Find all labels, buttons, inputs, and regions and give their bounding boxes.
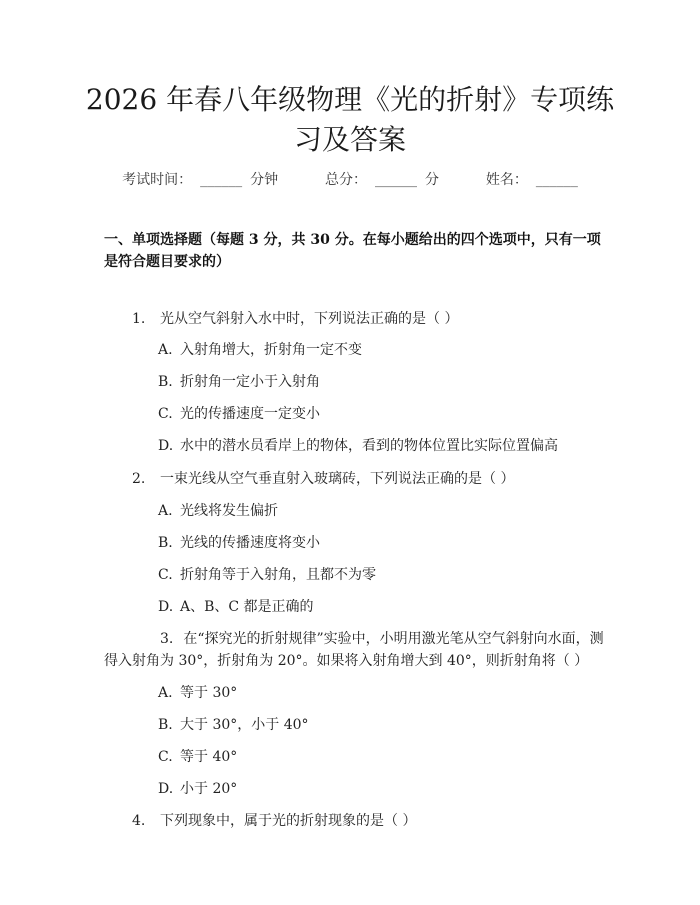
option-text: 光线将发生偏折 (180, 503, 278, 519)
score-blank: ______ (375, 172, 417, 188)
option-letter: C. (158, 749, 173, 765)
option-letter: D. (158, 599, 174, 615)
question-1 (104, 308, 604, 330)
question-2-option-d (158, 597, 608, 617)
option-text: 水中的潜水员看岸上的物体，看到的物体位置比实际位置偏高 (180, 438, 558, 454)
option-text: 光线的传播速度将变小 (180, 535, 320, 551)
time-label: 考试时间： (122, 172, 193, 188)
option-text: 大于 30°，小于 40° (180, 717, 309, 733)
option-text: 光的传播速度一定变小 (180, 406, 320, 422)
question-2-option-c (158, 565, 608, 585)
question-text: 光从空气斜射入水中时，下列说法正确的是（ ） (160, 311, 459, 327)
score-unit: 分 (425, 172, 439, 188)
score-label: 总分： (325, 172, 367, 188)
question-4 (104, 810, 604, 832)
question-text: 一束光线从空气垂直射入玻璃砖，下列说法正确的是（ ） (160, 471, 515, 487)
option-text: 折射角一定小于入射角 (180, 374, 320, 390)
question-number: 1. (132, 311, 146, 327)
option-letter: D. (158, 781, 174, 797)
question-number: 2. (132, 471, 146, 487)
question-1-option-d (158, 436, 608, 456)
name-label: 姓名： (485, 172, 528, 188)
question-3-option-a (158, 683, 608, 703)
option-letter: A. (158, 503, 173, 519)
question-text: 在“探究光的折射规律”实验中，小明用激光笔从空气斜射向水面，测得入射角为 30°，折射角为 20°。如果将入射角增大到 40°，则折射角将（ ） (104, 631, 604, 669)
section-heading: 一、单项选择题（每题 3 分，共 30 分。在每小题给出的四个选项中，只有一项是符合题目要求的） (104, 232, 601, 270)
question-2-option-b (158, 533, 608, 553)
option-text: A、B、C 都是正确的 (180, 599, 314, 615)
exam-info-line (0, 169, 700, 189)
document-title: 2026 年春八年级物理《光的折射》专项练习及答案 (85, 83, 615, 156)
question-1-option-b (158, 372, 608, 392)
option-letter: A. (158, 685, 173, 701)
option-letter: A. (158, 342, 173, 358)
question-text: 下列现象中，属于光的折射现象的是（ ） (160, 813, 417, 829)
question-1-option-c (158, 404, 608, 424)
question-3-option-b (158, 715, 608, 735)
question-1-option-a (158, 340, 608, 360)
question-3 (104, 628, 604, 672)
question-3-option-c (158, 747, 608, 767)
option-letter: B. (158, 535, 173, 551)
question-2 (104, 468, 604, 490)
time-unit: 分钟 (250, 172, 279, 188)
question-number: 4. (132, 813, 146, 829)
option-letter: C. (158, 567, 173, 583)
option-letter: B. (158, 374, 173, 390)
question-number: 3. (160, 631, 174, 647)
name-blank: ______ (535, 172, 578, 188)
option-letter: C. (158, 406, 173, 422)
option-text: 等于 30° (180, 685, 238, 701)
question-2-option-a (158, 501, 608, 521)
question-3-option-d (158, 779, 608, 799)
option-text: 等于 40° (180, 749, 238, 765)
option-text: 入射角增大，折射角一定不变 (180, 342, 362, 358)
option-letter: B. (158, 717, 173, 733)
time-blank: ______ (200, 172, 243, 188)
option-text: 折射角等于入射角，且都不为零 (180, 567, 376, 583)
option-text: 小于 20° (180, 781, 238, 797)
option-letter: D. (158, 438, 174, 454)
